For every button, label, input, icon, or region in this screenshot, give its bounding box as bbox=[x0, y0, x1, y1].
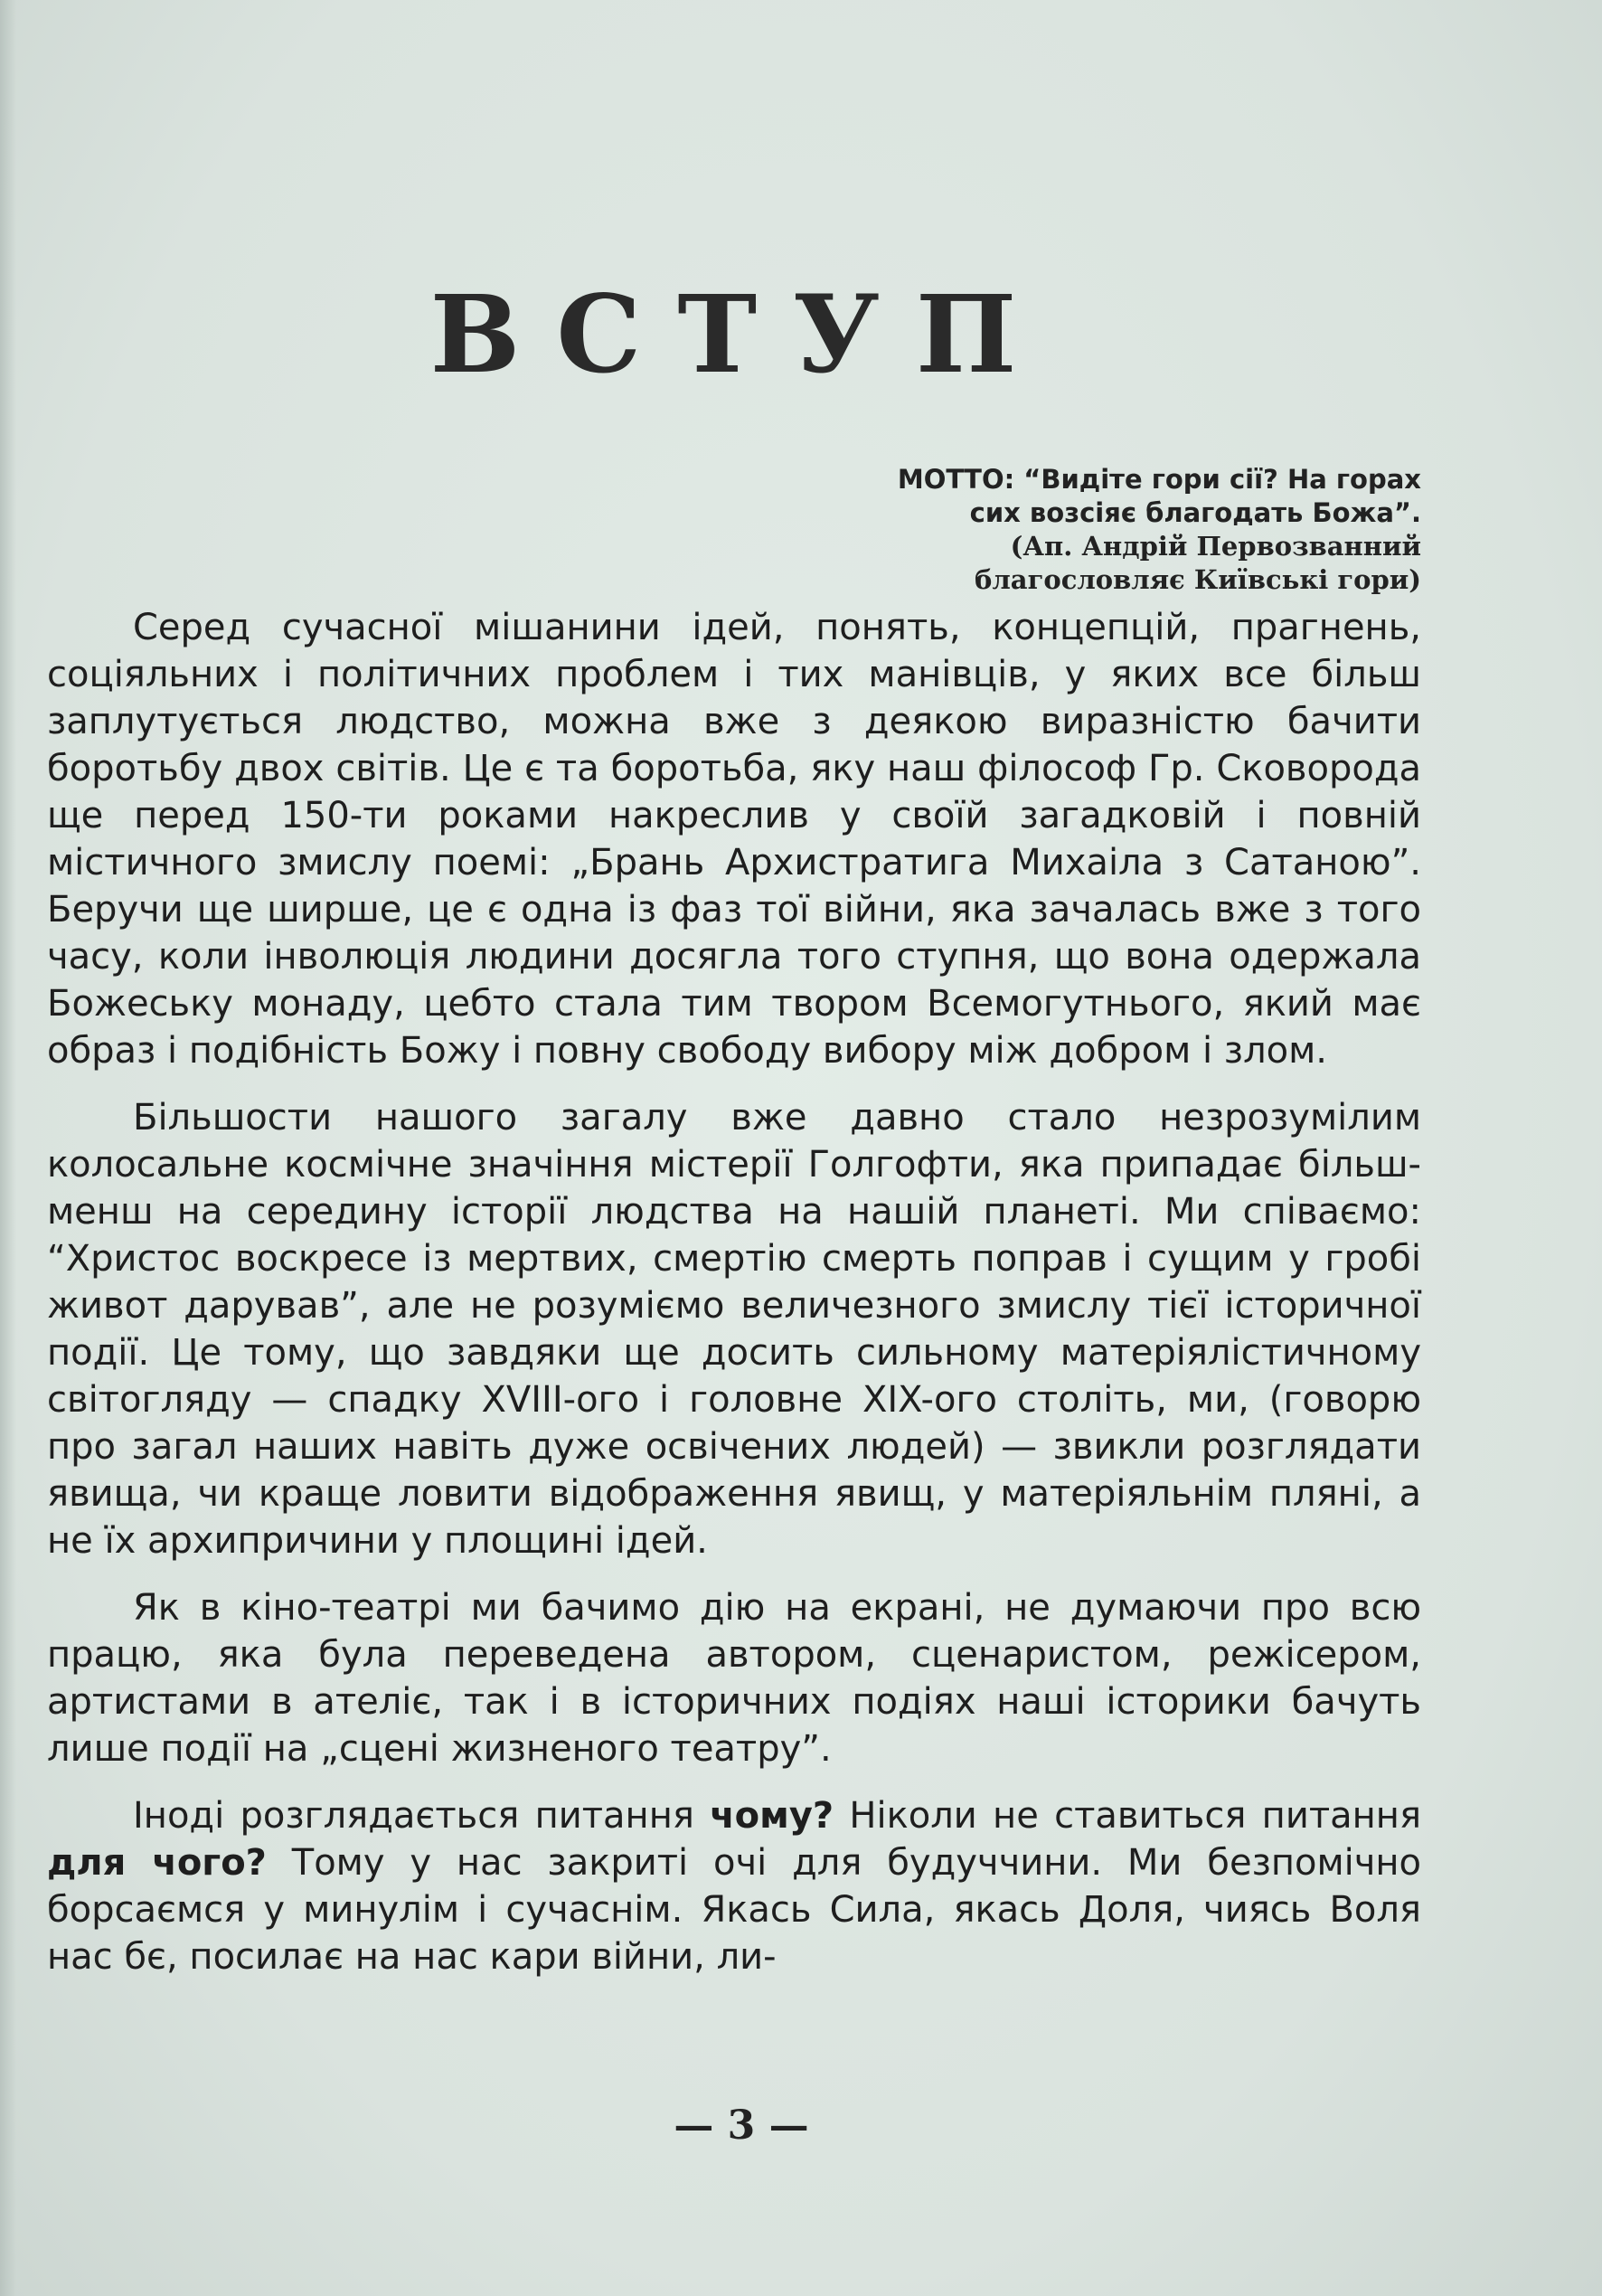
motto-line-2: сих возсіяє благодать Божа”. bbox=[969, 497, 1421, 528]
paragraph-4 bbox=[47, 1792, 1421, 1980]
motto-attribution-line-1: (Ап. Андрій Первозванний bbox=[1010, 531, 1421, 562]
motto-attribution-line-2: благословляє Київські гори) bbox=[975, 564, 1421, 595]
motto-block bbox=[734, 463, 1421, 597]
paragraph-4-text-2: Ніколи не ставиться питання bbox=[834, 1795, 1421, 1837]
paragraph-3: Як в кіно-театрі ми бачимо дію на екрані, не думаючи про всю працю, яка була переведена автором, сценаристом, режісером, артистами в ателіє, так і в історичних подіях наші історики бачуть лише події на „сцені жизненого театру”. bbox=[47, 1587, 1421, 1770]
paragraph-1: Серед сучасної мішанини ідей, понять, концепцій, прагнень, соціяльних і політичних проблем і тих манівців, у яких все більш заплутується людство, можна вже з деякою виразністю бачити боротьбу двох світів. Це є та боротьба, яку наш філософ Гр. Сковорода ще перед 150-ти роками накреслив у своїй загадковій і повній містичного змислу поемі: „Брань Архистратига Михаіла з Сатаною”. Беручи ще ширше, це є одна із фаз тої війни, яка зачалась вже з того часу, коли інволюція людини досягла того ступня, що вона одержала Божеську монаду, цебто стала тим твором Всемогутнього, який має образ і подібність Божу і повну свободу вибору між добром і злом. bbox=[47, 607, 1421, 1072]
paragraph-4-text-3: Тому у нас закриті очі для будуччини. Ми безпомічно борсаємся у минулім і сучаснім. Якась Сила, якась Доля, чиясь Воля нас бє, посилає на нас кари війни, ли- bbox=[47, 1842, 1422, 1978]
chapter-title: ВСТУП bbox=[429, 271, 1053, 397]
paragraph-4-emphasis-what-for: для чого? bbox=[47, 1842, 267, 1884]
paragraph-4-text-1: Іноді розглядається питання bbox=[133, 1795, 711, 1837]
motto-line-1: МОТТО: “Видіте гори сії? На горах bbox=[897, 464, 1421, 495]
paragraph-2: Більшости нашого загалу вже давно стало незрозумілим колосальне космічне значіння містерії Голгофти, яка припадає більш-менш на середину історії людства на нашій планеті. Ми співаємо: “Христос воскресе із мертвих, смертію смерть поправ і сущим у гробі живот дарував”, але не розуміємо величезного змислу тієї історичної події. Це тому, що завдяки ще досить сильному матеріялістичному світогляду — спадку XVIII-ого і головне XIX-ого століть, ми, (говорю про загал наших навіть дуже освічених людей) — звикли розглядати явища, чи краще ловити відображення явищ, у матеріяльнім пляні, а не їх архипричини у площині ідей. bbox=[47, 1097, 1421, 1562]
paragraph-4-emphasis-why: чому? bbox=[710, 1795, 834, 1837]
page-number: — 3 — bbox=[674, 2102, 809, 2149]
body-text bbox=[47, 604, 1421, 2000]
